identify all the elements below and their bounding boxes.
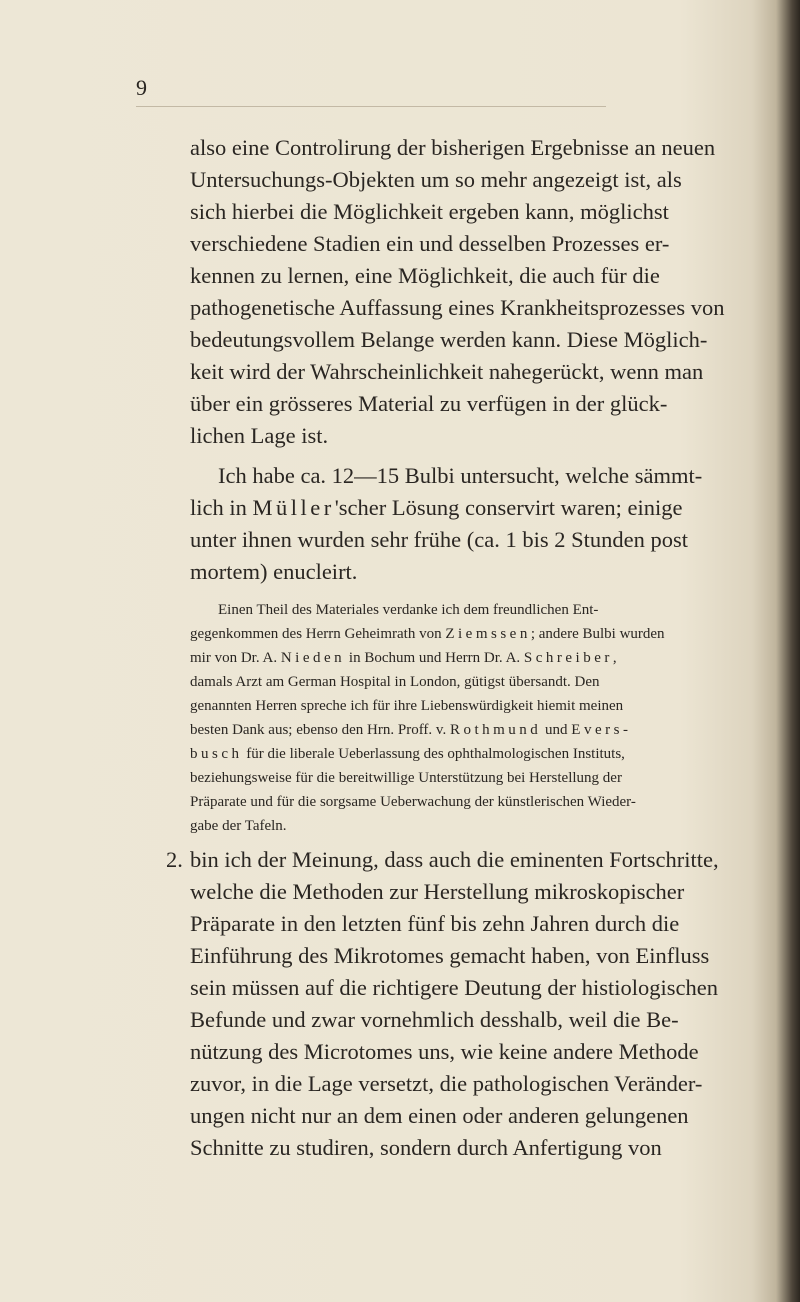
footnote-line: Einen Theil des Materiales verdanke ich dem freundlichen Ent- bbox=[218, 602, 599, 618]
footnote-line bbox=[190, 622, 665, 646]
footnote-line: gabe der Tafeln. bbox=[190, 818, 287, 834]
spaced-name: Nieden bbox=[280, 650, 346, 666]
footnote-line: beziehungsweise für die bereitwillige Unterstützung bei Herstellung der bbox=[190, 770, 622, 786]
text-line: keit wird der Wahrscheinlichkeit nahegerückt, wenn man bbox=[190, 359, 704, 384]
text-line: Ich habe ca. 12—15 Bulbi untersucht, welche sämmt- bbox=[218, 463, 703, 488]
text-line: bedeutungsvollem Belange werden kann. Diese Möglich- bbox=[190, 327, 708, 352]
text-line: unter ihnen wurden sehr frühe (ca. 1 bis 2 Stunden post bbox=[190, 527, 689, 552]
text-line: sein müssen auf die richtigere Deutung der histiologischen bbox=[190, 975, 718, 1000]
footnote-line bbox=[190, 718, 631, 742]
text-line: pathogenetische Auffassung eines Krankheitsprozesses von bbox=[190, 295, 725, 320]
text-line: Einführung des Mikrotomes gemacht haben, von Einfluss bbox=[190, 943, 710, 968]
text-line: über ein grösseres Material zu verfügen in der glück- bbox=[190, 391, 668, 416]
text-line: also eine Controlirung der bisherigen Ergebnisse an neuen bbox=[190, 135, 716, 160]
spaced-name: Rothmund bbox=[449, 722, 542, 738]
text-line: zuvor, in die Lage versetzt, die pathologischen Veränder- bbox=[190, 1071, 703, 1096]
text-segment: in Bochum und Herrn Dr. A. bbox=[345, 650, 524, 666]
footnote-line: genannten Herren spreche ich für ihre Liebenswürdigkeit hiemit meinen bbox=[190, 698, 624, 714]
spaced-name: Ziemssen bbox=[445, 626, 531, 642]
text-line: Schnitte zu studiren, sondern durch Anfertigung von bbox=[190, 1135, 662, 1160]
text-line: ungen nicht nur an dem einen oder anderen gelungenen bbox=[190, 1103, 689, 1128]
footnote-line: damals Arzt am German Hospital in London, gütigst übersandt. Den bbox=[190, 674, 600, 690]
text-segment: 'scher Lösung conservirt waren; einige bbox=[334, 495, 683, 520]
page-number: 9 bbox=[136, 75, 147, 100]
header-rule bbox=[136, 106, 606, 107]
text-line: sich hierbei die Möglichkeit ergeben kann, möglichst bbox=[190, 199, 669, 224]
text-line: Präparate in den letzten fünf bis zehn Jahren durch die bbox=[190, 911, 680, 936]
spaced-name: busch bbox=[190, 746, 243, 762]
spaced-name: Evers- bbox=[571, 722, 632, 738]
text-segment: für die liberale Ueberlassung des ophthalmologischen Instituts, bbox=[242, 746, 625, 762]
text-line: bin ich der Meinung, dass auch die eminenten Fortschritte, bbox=[190, 847, 719, 872]
text-line: verschiedene Stadien ein und desselben Prozesses er- bbox=[190, 231, 670, 256]
spaced-name: Schreiber bbox=[523, 650, 613, 666]
text-line: Untersuchungs-Objekten um so mehr angezeigt ist, als bbox=[190, 167, 682, 192]
text-line: kennen zu lernen, eine Möglichkeit, die auch für die bbox=[190, 263, 660, 288]
text-line: Befunde und zwar vornehmlich desshalb, weil die Be- bbox=[190, 1007, 679, 1032]
text-segment: und bbox=[541, 722, 572, 738]
text-segment: gegenkommen des Herrn Geheimrath von bbox=[190, 626, 446, 642]
text-segment: lich in bbox=[190, 495, 253, 520]
text-segment: , bbox=[612, 650, 617, 666]
text-line: nützung des Microtomes uns, wie keine andere Methode bbox=[190, 1039, 699, 1064]
text-line bbox=[190, 492, 682, 524]
text-segment: ; andere Bulbi wurden bbox=[530, 626, 665, 642]
footnote-line: Präparate und für die sorgsame Ueberwachung der künstlerischen Wieder- bbox=[190, 794, 636, 810]
text-line: mortem) enucleirt. bbox=[190, 559, 358, 584]
section-number: 2. bbox=[166, 847, 183, 872]
footnote-line bbox=[190, 742, 625, 766]
text-segment: mir von Dr. A. bbox=[190, 650, 281, 666]
text-line: lichen Lage ist. bbox=[190, 423, 329, 448]
text-segment: besten Dank aus; ebenso den Hrn. Proff. v. bbox=[190, 722, 450, 738]
spaced-name: Müller bbox=[252, 495, 335, 520]
footnote-line bbox=[190, 646, 617, 670]
text-line: welche die Methoden zur Herstellung mikroskopischer bbox=[190, 879, 685, 904]
